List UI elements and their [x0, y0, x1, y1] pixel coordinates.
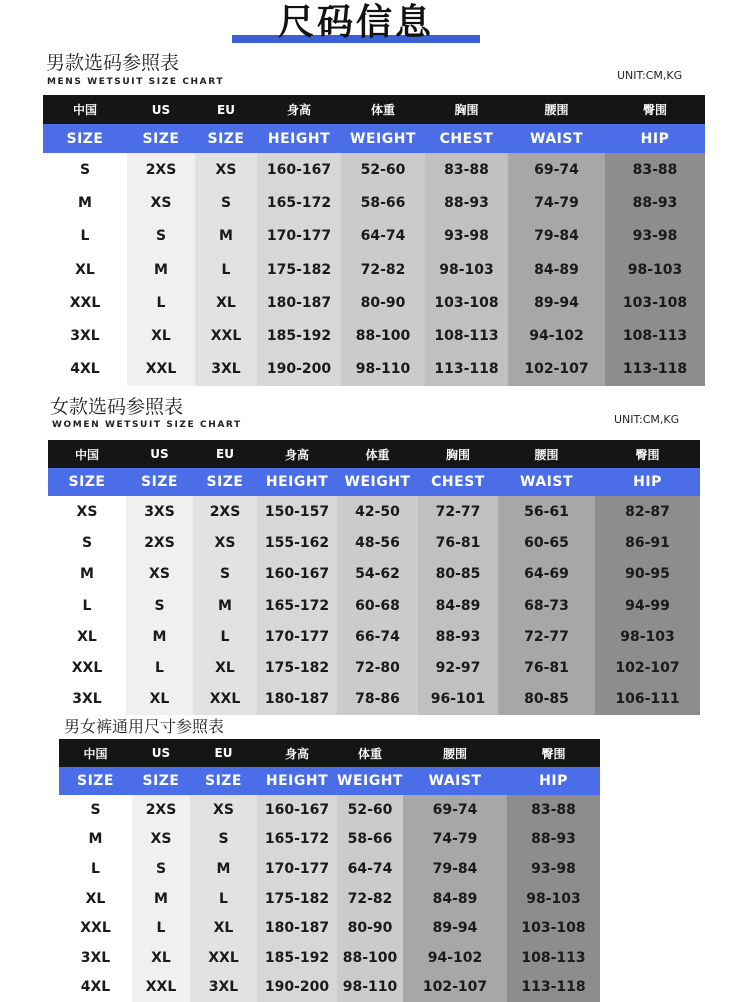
womens-table-cell: XXL [48, 652, 126, 683]
womens-table-cell: 66-74 [337, 621, 418, 652]
womens-table-cell: 60-65 [498, 527, 595, 558]
womens-header-en-cell: HIP [595, 468, 700, 496]
mens-table-cell: 72-82 [341, 253, 425, 286]
mens-header-en-cell: WEIGHT [341, 124, 425, 153]
mens-table-cell: 4XL [43, 353, 127, 386]
pants-table-cell: 165-172 [257, 825, 337, 855]
womens-table-cell: 76-81 [498, 652, 595, 683]
womens-table-cell: XXL [193, 684, 257, 715]
womens-table-cell: XL [126, 684, 193, 715]
womens-table-cell: 2XS [126, 527, 193, 558]
pants-table-cell: XXL [132, 973, 190, 1002]
pants-table-row [59, 884, 600, 914]
mens-table-cell: 58-66 [341, 186, 425, 219]
pants-size-table [59, 739, 600, 1002]
womens-header-en-cell: WAIST [498, 468, 595, 496]
pants-table-row [59, 973, 600, 1002]
pants-table-cell: 83-88 [507, 795, 600, 825]
mens-title-cn: 男款选码参照表 [46, 52, 180, 74]
womens-header-cn-cell: 臀围 [595, 440, 700, 468]
mens-header-cn-cell: 腰围 [508, 95, 605, 124]
mens-table-cell: 88-100 [341, 319, 425, 352]
womens-table-cell: 84-89 [418, 590, 498, 621]
pants-table-row [59, 795, 600, 825]
pants-table-cell: XL [59, 884, 132, 914]
womens-table-row [48, 590, 700, 621]
womens-table-row [48, 621, 700, 652]
pants-table-cell: 4XL [59, 973, 132, 1002]
mens-table-cell: 98-110 [341, 353, 425, 386]
womens-table-cell: 2XS [193, 496, 257, 527]
pants-table-cell: M [190, 854, 257, 884]
pants-table-cell: 52-60 [337, 795, 403, 825]
mens-table-cell: 103-108 [605, 286, 705, 319]
mens-table-cell: L [195, 253, 257, 286]
mens-table-cell: 52-60 [341, 153, 425, 186]
pants-table-cell: 160-167 [257, 795, 337, 825]
womens-table-row [48, 652, 700, 683]
womens-header-en-cell: SIZE [126, 468, 193, 496]
womens-table-cell: XS [126, 559, 193, 590]
pants-table-cell: 98-110 [337, 973, 403, 1002]
pants-table-cell: M [132, 884, 190, 914]
mens-table-cell: 93-98 [425, 220, 508, 253]
mens-table-cell: 98-103 [425, 253, 508, 286]
womens-table-cell: 68-73 [498, 590, 595, 621]
womens-header-en-row [48, 468, 700, 496]
pants-header-en-cell: HEIGHT [257, 767, 337, 795]
mens-table-cell: S [127, 220, 195, 253]
womens-table-row [48, 559, 700, 590]
mens-table-cell: M [195, 220, 257, 253]
womens-table-cell: 80-85 [498, 684, 595, 715]
pants-table-cell: 102-107 [403, 973, 507, 1002]
pants-header-cn-cell: US [132, 739, 190, 767]
pants-table-cell: 103-108 [507, 913, 600, 943]
womens-table-cell: 86-91 [595, 527, 700, 558]
womens-table-cell: 78-86 [337, 684, 418, 715]
mens-header-en-cell: SIZE [195, 124, 257, 153]
mens-table-row [43, 153, 705, 186]
pants-table-cell: 69-74 [403, 795, 507, 825]
womens-unit-label: UNIT:CM,KG [614, 413, 680, 426]
pants-table-cell: L [190, 884, 257, 914]
womens-table-cell: XS [48, 496, 126, 527]
womens-table-cell: 76-81 [418, 527, 498, 558]
pants-table-cell: 64-74 [337, 854, 403, 884]
pants-table-cell: XL [132, 943, 190, 973]
mens-table-cell: 175-182 [257, 253, 341, 286]
womens-table-cell: 102-107 [595, 652, 700, 683]
womens-table-cell: S [48, 527, 126, 558]
mens-table-cell: 83-88 [605, 153, 705, 186]
womens-table-cell: 165-172 [257, 590, 337, 621]
pants-table-cell: XS [190, 795, 257, 825]
womens-table-cell: 72-77 [418, 496, 498, 527]
mens-table-cell: 3XL [195, 353, 257, 386]
womens-header-cn-cell: 体重 [337, 440, 418, 468]
mens-table-cell: 113-118 [425, 353, 508, 386]
womens-title-cn: 女款选码参照表 [50, 396, 184, 418]
womens-header-cn-cell: 腰围 [498, 440, 595, 468]
womens-table-cell: 180-187 [257, 684, 337, 715]
pants-header-cn-cell: 臀围 [507, 739, 600, 767]
womens-table-cell: 170-177 [257, 621, 337, 652]
mens-table-cell: 80-90 [341, 286, 425, 319]
womens-header-en-cell: WEIGHT [337, 468, 418, 496]
womens-table-cell: M [193, 590, 257, 621]
pants-header-cn-cell: EU [190, 739, 257, 767]
pants-table-cell: 113-118 [507, 973, 600, 1002]
mens-header-en-cell: HEIGHT [257, 124, 341, 153]
pants-header-en-cell: SIZE [132, 767, 190, 795]
mens-table-cell: 94-102 [508, 319, 605, 352]
womens-table-row [48, 496, 700, 527]
womens-header-en-cell: SIZE [193, 468, 257, 496]
pants-table-cell: 3XL [190, 973, 257, 1002]
womens-table-cell: 42-50 [337, 496, 418, 527]
mens-header-cn-row [43, 95, 705, 124]
womens-table-cell: 64-69 [498, 559, 595, 590]
pants-table-cell: XXL [59, 913, 132, 943]
womens-header-cn-row [48, 440, 700, 468]
mens-unit-label: UNIT:CM,KG [617, 69, 683, 82]
mens-table-row [43, 220, 705, 253]
mens-table-cell: XL [43, 253, 127, 286]
mens-table-cell: S [195, 186, 257, 219]
pants-table-cell: S [132, 854, 190, 884]
womens-table-cell: 96-101 [418, 684, 498, 715]
mens-table-cell: 88-93 [605, 186, 705, 219]
womens-header-cn-cell: 胸围 [418, 440, 498, 468]
womens-table-cell: 106-111 [595, 684, 700, 715]
pants-header-cn-cell: 腰围 [403, 739, 507, 767]
mens-table-cell: XXL [195, 319, 257, 352]
womens-header-en-cell: HEIGHT [257, 468, 337, 496]
womens-table-cell: L [48, 590, 126, 621]
pants-table-cell: 180-187 [257, 913, 337, 943]
mens-table-cell: M [43, 186, 127, 219]
mens-table-row [43, 186, 705, 219]
mens-title-en: MENS WETSUIT SIZE CHART [47, 77, 225, 87]
pants-table-cell: 58-66 [337, 825, 403, 855]
pants-table-cell: 72-82 [337, 884, 403, 914]
womens-table-cell: 72-77 [498, 621, 595, 652]
pants-header-en-row [59, 767, 600, 795]
pants-header-cn-row [59, 739, 600, 767]
womens-header-en-cell: CHEST [418, 468, 498, 496]
womens-table-row [48, 684, 700, 715]
pants-table-cell: 170-177 [257, 854, 337, 884]
womens-size-table [48, 440, 700, 715]
mens-table-cell: 102-107 [508, 353, 605, 386]
mens-table-cell: L [127, 286, 195, 319]
womens-header-cn-cell: 身高 [257, 440, 337, 468]
pants-table-cell: 89-94 [403, 913, 507, 943]
pants-table-cell: XXL [190, 943, 257, 973]
mens-header-en-cell: SIZE [43, 124, 127, 153]
mens-header-en-cell: HIP [605, 124, 705, 153]
womens-header-en-cell: SIZE [48, 468, 126, 496]
pants-table-cell: 3XL [59, 943, 132, 973]
mens-table-cell: 160-167 [257, 153, 341, 186]
mens-table-cell: L [43, 220, 127, 253]
mens-table-cell: 113-118 [605, 353, 705, 386]
mens-table-row [43, 253, 705, 286]
womens-table-cell: 3XS [126, 496, 193, 527]
mens-table-cell: XL [127, 319, 195, 352]
mens-table-cell: 2XS [127, 153, 195, 186]
mens-table-cell: 165-172 [257, 186, 341, 219]
pants-table-cell: 88-100 [337, 943, 403, 973]
pants-table-cell: S [59, 795, 132, 825]
mens-header-en-cell: CHEST [425, 124, 508, 153]
pants-header-en-cell: HIP [507, 767, 600, 795]
mens-header-cn-cell: 胸围 [425, 95, 508, 124]
mens-table-cell: XXL [43, 286, 127, 319]
mens-table-cell: 79-84 [508, 220, 605, 253]
pants-table-cell: S [190, 825, 257, 855]
mens-table-cell: 84-89 [508, 253, 605, 286]
pants-title-cn: 男女裤通用尺寸参照表 [64, 717, 225, 736]
pants-table-cell: XL [190, 913, 257, 943]
pants-table-cell: 185-192 [257, 943, 337, 973]
womens-table-cell: 72-80 [337, 652, 418, 683]
pants-table-cell: 84-89 [403, 884, 507, 914]
mens-table-cell: 89-94 [508, 286, 605, 319]
womens-table-cell: 54-62 [337, 559, 418, 590]
mens-header-cn-cell: 臀围 [605, 95, 705, 124]
mens-table-cell: 64-74 [341, 220, 425, 253]
page-title: 尺码信息 [277, 2, 434, 43]
pants-header-en-cell: WAIST [403, 767, 507, 795]
pants-table-row [59, 825, 600, 855]
womens-table-cell: 48-56 [337, 527, 418, 558]
mens-table-row [43, 353, 705, 386]
womens-table-cell: 94-99 [595, 590, 700, 621]
mens-table-cell: XS [127, 186, 195, 219]
womens-table-cell: 88-93 [418, 621, 498, 652]
mens-header-cn-cell: US [127, 95, 195, 124]
pants-table-cell: 79-84 [403, 854, 507, 884]
womens-table-cell: M [48, 559, 126, 590]
womens-table-cell: M [126, 621, 193, 652]
mens-table-cell: 185-192 [257, 319, 341, 352]
mens-header-en-cell: SIZE [127, 124, 195, 153]
pants-table-cell: 98-103 [507, 884, 600, 914]
womens-table-cell: 80-85 [418, 559, 498, 590]
womens-header-cn-cell: EU [193, 440, 257, 468]
womens-table-cell: 56-61 [498, 496, 595, 527]
pants-table-row [59, 913, 600, 943]
mens-table-cell: 170-177 [257, 220, 341, 253]
womens-header-cn-cell: 中国 [48, 440, 126, 468]
mens-table-cell: M [127, 253, 195, 286]
mens-table-row [43, 286, 705, 319]
pants-header-en-cell: WEIGHT [337, 767, 403, 795]
womens-table-cell: 150-157 [257, 496, 337, 527]
womens-table-cell: 90-95 [595, 559, 700, 590]
pants-table-row [59, 854, 600, 884]
pants-header-cn-cell: 体重 [337, 739, 403, 767]
womens-table-cell: 92-97 [418, 652, 498, 683]
womens-table-cell: S [193, 559, 257, 590]
womens-table-cell: 98-103 [595, 621, 700, 652]
pants-table-cell: 88-93 [507, 825, 600, 855]
mens-table-cell: XS [195, 153, 257, 186]
womens-table-row [48, 527, 700, 558]
mens-header-en-row [43, 124, 705, 153]
mens-table-cell: 69-74 [508, 153, 605, 186]
pants-header-cn-cell: 中国 [59, 739, 132, 767]
mens-header-en-cell: WAIST [508, 124, 605, 153]
mens-table-cell: 108-113 [425, 319, 508, 352]
pants-table-cell: M [59, 825, 132, 855]
mens-table-cell: 88-93 [425, 186, 508, 219]
pants-table-cell: XS [132, 825, 190, 855]
womens-table-cell: 175-182 [257, 652, 337, 683]
womens-table-cell: XL [193, 652, 257, 683]
mens-table-cell: 180-187 [257, 286, 341, 319]
womens-table-cell: 82-87 [595, 496, 700, 527]
mens-table-cell: 103-108 [425, 286, 508, 319]
mens-table-cell: XXL [127, 353, 195, 386]
womens-table-cell: S [126, 590, 193, 621]
mens-size-table [43, 95, 705, 386]
pants-table-cell: 80-90 [337, 913, 403, 943]
mens-table-cell: 93-98 [605, 220, 705, 253]
mens-header-cn-cell: EU [195, 95, 257, 124]
pants-header-cn-cell: 身高 [257, 739, 337, 767]
pants-table-cell: 108-113 [507, 943, 600, 973]
pants-table-cell: 190-200 [257, 973, 337, 1002]
pants-table-cell: 2XS [132, 795, 190, 825]
pants-header-en-cell: SIZE [190, 767, 257, 795]
mens-table-cell: 98-103 [605, 253, 705, 286]
womens-table-cell: 3XL [48, 684, 126, 715]
womens-table-cell: 155-162 [257, 527, 337, 558]
mens-table-cell: S [43, 153, 127, 186]
pants-table-cell: L [132, 913, 190, 943]
mens-header-cn-cell: 中国 [43, 95, 127, 124]
mens-table-cell: 83-88 [425, 153, 508, 186]
pants-header-en-cell: SIZE [59, 767, 132, 795]
pants-table-cell: 74-79 [403, 825, 507, 855]
womens-table-cell: XL [48, 621, 126, 652]
womens-table-cell: L [126, 652, 193, 683]
pants-table-row [59, 943, 600, 973]
womens-table-cell: L [193, 621, 257, 652]
womens-header-cn-cell: US [126, 440, 193, 468]
mens-table-cell: 74-79 [508, 186, 605, 219]
pants-table-cell: 94-102 [403, 943, 507, 973]
mens-table-cell: 3XL [43, 319, 127, 352]
mens-header-cn-cell: 身高 [257, 95, 341, 124]
womens-table-cell: 160-167 [257, 559, 337, 590]
mens-table-cell: 108-113 [605, 319, 705, 352]
pants-table-cell: 175-182 [257, 884, 337, 914]
mens-table-cell: XL [195, 286, 257, 319]
womens-table-cell: 60-68 [337, 590, 418, 621]
womens-table-cell: XS [193, 527, 257, 558]
pants-table-cell: L [59, 854, 132, 884]
mens-table-cell: 190-200 [257, 353, 341, 386]
womens-title-en: WOMEN WETSUIT SIZE CHART [52, 420, 242, 430]
pants-table-cell: 93-98 [507, 854, 600, 884]
mens-table-row [43, 319, 705, 352]
mens-header-cn-cell: 体重 [341, 95, 425, 124]
